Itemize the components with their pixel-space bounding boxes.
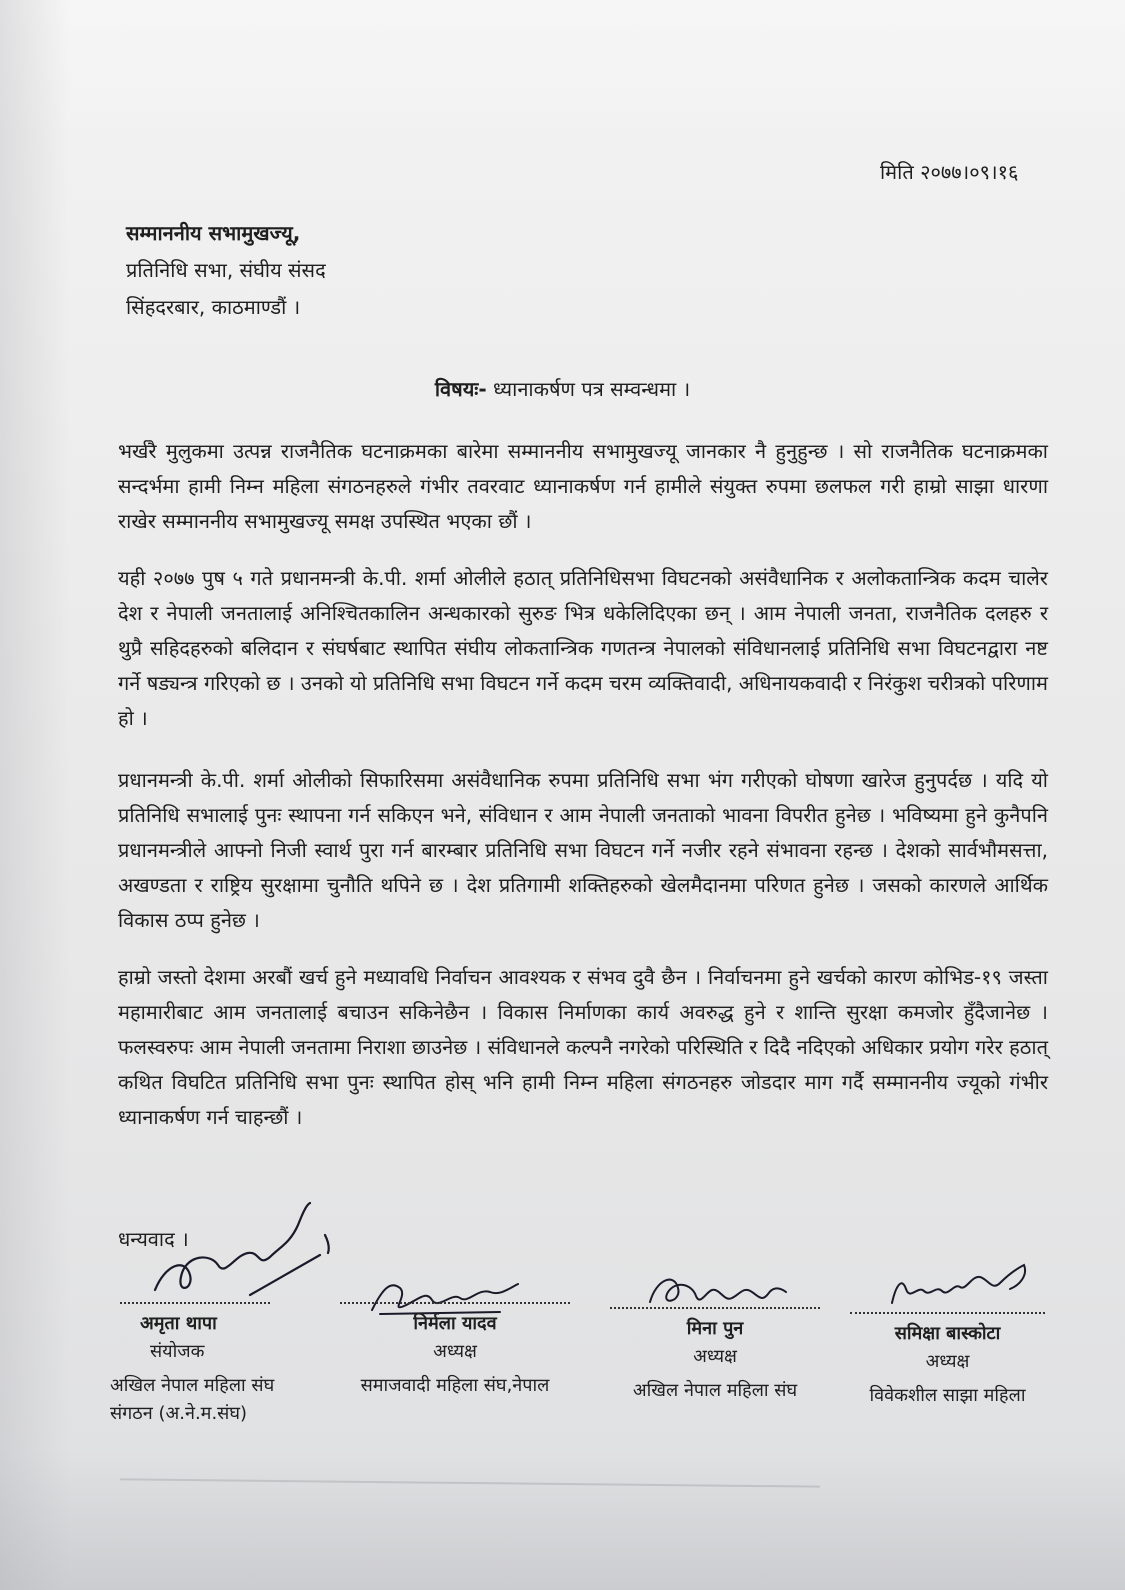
signatory-1-org: अखिल नेपाल महिला संघ (110, 1375, 275, 1396)
signature-line-3 (610, 1305, 820, 1309)
paper-fold-shadow (0, 1450, 1125, 1590)
signatory-4-name: समिक्षा बास्कोटा (894, 1323, 1001, 1344)
signatory-3-title: अध्यक्ष (693, 1346, 737, 1367)
addressee-block (126, 215, 326, 326)
signatory-1 (110, 1300, 310, 1428)
signatory-4-title: अध्यक्ष (925, 1351, 970, 1372)
paper-highlight (0, 0, 1125, 150)
letter-date: मिति २०७७।०९।१६ (880, 160, 1019, 184)
subject-text: ध्यानाकर्षण पत्र सम्वन्धमा । (493, 377, 691, 401)
body-paragraph-2: यही २०७७ पुष ५ गते प्रधानमन्त्री के.पी. शर्मा ओलीले हठात् प्रतिनिधिसभा विघटनको असंवैधानिक र अलोकतान्त्रिक कदम चालेर देश र नेपाली जनतालाई अनिश्चितकालिन अन्धकारको सुरुङ भित्र धकेलिदिएका छन् । आम नेपाली जनता, राजनैतिक दलहरु र थुप्रै सहिदहरुको बलिदान र संघर्षबाट स्थापित संघीय लोकतान्त्रिक गणतन्त्र नेपालको संविधानलाई प्रतिनिधि सभा विघटनद्वारा नष्ट गर्ने षड्यन्त्र गरिएको छ । उनको यो प्रतिनिधि सभा विघटन गर्ने कदम चरम व्यक्तिवादी, अधिनायकवादी र निरंकुश चरीत्रको परिणाम हो । (118, 566, 1048, 730)
addressee-salutation: सम्माननीय सभामुखज्यू, (126, 221, 301, 245)
body-paragraph-4: हाम्रो जस्तो देशमा अरबौं खर्च हुने मध्यावधि निर्वाचन आवश्यक र संभव दुवै छैन । निर्वाचनमा हुने खर्चको कारण कोभिड-१९ जस्ता महामारीबाट आम जनतालाई बचाउन सकिनेछैन । विकास निर्माणका कार्य अवरुद्ध हुने र शान्ति सुरक्षा कमजोर हुँदैजानेछ । फलस्वरुपः आम नेपाली जनतामा निराशा छाउनेछ । संविधानले कल्पनै नगरेको परिस्थिति र दिदै नदिएको अधिकार प्रयोग गरेर हठात् कथित विघटित प्रतिनिधि सभा पुनः स्थापित होस् भनि हामी निम्न महिला संगठनहरु जोडदार माग गर्दै सम्माननीय ज्यूको गंभीर ध्यानाकर्षण गर्न चाहन्छौं । (118, 965, 1048, 1129)
addressee-line-2: सिंहदरबार, काठमाण्डौं । (126, 295, 301, 319)
paper-shadow (0, 0, 70, 1590)
signatory-3-name: मिना पुन (686, 1318, 744, 1339)
signature-line-1 (120, 1300, 270, 1304)
signature-line-2 (340, 1300, 570, 1304)
closing-thanks: धन्यवाद । (118, 1227, 189, 1251)
signatory-2 (340, 1300, 570, 1400)
signatory-3 (610, 1305, 820, 1405)
subject-line (0, 375, 1125, 402)
signature-line-4 (850, 1310, 1045, 1314)
addressee-line-1: प्रतिनिधि सभा, संघीय संसद (126, 258, 326, 282)
paper-crease (120, 1478, 820, 1487)
body-paragraph-3: प्रधानमन्त्री के.पी. शर्मा ओलीको सिफारिसमा असंवैधानिक रुपमा प्रतिनिधि सभा भंग गरीएको घोषणा खारेज हुनुपर्दछ । यदि यो प्रतिनिधि सभालाई पुनः स्थापना गर्न सकिएन भने, संविधान र आम नेपाली जनताको भावना विपरीत हुनेछ । भविष्यमा हुने कुनैपनि प्रधानमन्त्रीले आफ्नो निजी स्वार्थ पुरा गर्न बारम्बार प्रतिनिधि सभा विघटन गर्ने नजीर रहने संभावना रहन्छ । देशको सार्वभौमसत्ता, अखण्डता र राष्ट्रिय सुरक्षामा चुनौति थपिने छ । देश प्रतिगामी शक्तिहरुको खेलमैदानमा परिणत हुनेछ । जसको कारणले आर्थिक विकास ठप्प हुनेछ । (118, 768, 1048, 932)
signatory-1-org-line-2: संगठन (अ.ने.म.संघ) (110, 1403, 247, 1424)
signatory-1-title: संयोजक (150, 1341, 205, 1362)
signature-1-scrawl (130, 1195, 340, 1315)
signatory-2-title: अध्यक्ष (433, 1341, 477, 1362)
body-paragraph-1: भर्खरै मुलुकमा उत्पन्न राजनैतिक घटनाक्रमका बारेमा सम्माननीय सभामुखज्यू जानकार नै हुनुहुन्छ । सो राजनैतिक घटनाक्रमका सन्दर्भमा हामी निम्न महिला संगठनहरुले गंभीर तवरवाट ध्यानाकर्षण गर्न हामीले संयुक्त रुपमा छलफल गरी हाम्रो साझा धारणा राखेर सम्माननीय सभामुखज्यू समक्ष उपस्थित भएका छौं । (118, 439, 1048, 533)
signatory-1-name: अमृता थापा (140, 1313, 217, 1334)
subject-label: विषयः- (434, 377, 487, 401)
letter-body (118, 434, 1048, 1157)
signatory-2-org: समाजवादी महिला संघ,नेपाल (360, 1375, 550, 1396)
signatory-4-org: विवेकशील साझा महिला (869, 1385, 1026, 1406)
signatory-3-org: अखिल नेपाल महिला संघ (632, 1380, 798, 1401)
signatory-2-name: निर्मला यादव (413, 1313, 497, 1334)
signatory-4 (850, 1310, 1045, 1410)
